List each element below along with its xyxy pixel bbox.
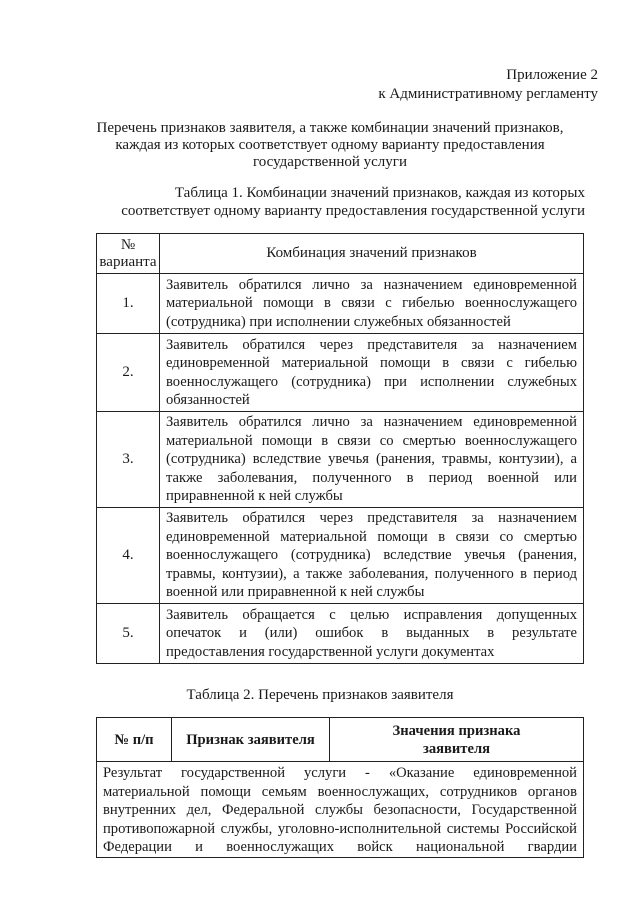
table1-caption-line-1: Таблица 1. Комбинации значений признаков, каждая из которых [174,185,585,201]
table-row [97,762,584,858]
table1-caption-line-2: соответствует одному варианту предоставления государственной услуги [121,203,585,219]
header-item-number: № п/п [97,718,172,762]
variant-description: Заявитель обратился лично за назначением единовременной материальной помощи в связи с гибелью военнослужащего (сотрудника) при исполнении служебных обязанностей [160,274,584,334]
table2-caption: Таблица 2. Перечень признаков заявителя [186,687,454,703]
table-row [97,508,584,604]
document-heading [60,120,600,171]
table-header-row [97,718,584,762]
table1-caption [100,184,585,220]
variant-description: Заявитель обратился лично за назначением единовременной материальной помощи в связи со смертью военнослужащего (сотрудника) вследствие увечья (ранения, травмы, контузии), а также заболевания, полученного в период военной или приравненной к ней службы [160,412,584,508]
heading-line-1: Перечень признаков заявителя, а также комбинации значений признаков, [96,120,564,136]
heading-line-3: государственной услуги [253,154,407,170]
variant-description: Заявитель обратился через представителя за назначением единовременной материальной помощи в связи с гибелью военнослужащего (сотрудника) при исполнении служебных обязанностей [160,334,584,412]
applicant-attributes-table [96,717,584,858]
header-num-label: варианта [99,253,157,270]
table-row [97,274,584,334]
variant-number: 1. [97,274,160,334]
variants-table [96,233,584,664]
annex-line-1: Приложение 2 [506,67,598,83]
variant-number: 5. [97,604,160,664]
table-header-row [97,234,584,274]
variant-description: Заявитель обращается с целью исправления допущенных опечаток и (или) ошибок в выданных в результате предоставления государственной услуги документах [160,604,584,664]
variant-number: 4. [97,508,160,604]
table-row [97,412,584,508]
service-result-row: Результат государственной услуги - «Оказание единовременной материальной помощи семьям военнослужащих, сотрудников органов внутренних дел, Федеральной службы безопасности, Государственной противопожарной службы, уголовно-исполнительной системы Российской Федерации и военнослужащих войск национальной гвардии [97,762,584,858]
heading-line-2: каждая из которых соответствует одному варианту предоставления [115,137,545,153]
header-values-line-1: Значения признака [392,722,521,739]
variant-number: 3. [97,412,160,508]
variant-number: 2. [97,334,160,412]
variant-description: Заявитель обратился через представителя за назначением единовременной материальной помощи в связи со смертью военнослужащего (сотрудника) вследствие увечья (ранения, травмы, контузии), а также заболевания, полученного в период военной или приравненной к ней службы [160,508,584,604]
annex-note [378,66,598,104]
header-attribute-values [330,718,584,762]
header-variant-number [97,234,160,274]
header-attribute: Признак заявителя [172,718,330,762]
table-row [97,334,584,412]
annex-line-2: к Административному регламенту [378,86,598,102]
header-values-line-2: заявителя [422,740,491,757]
table-row [97,604,584,664]
header-combination: Комбинация значений признаков [160,234,584,274]
header-num-symbol: № [120,236,136,253]
